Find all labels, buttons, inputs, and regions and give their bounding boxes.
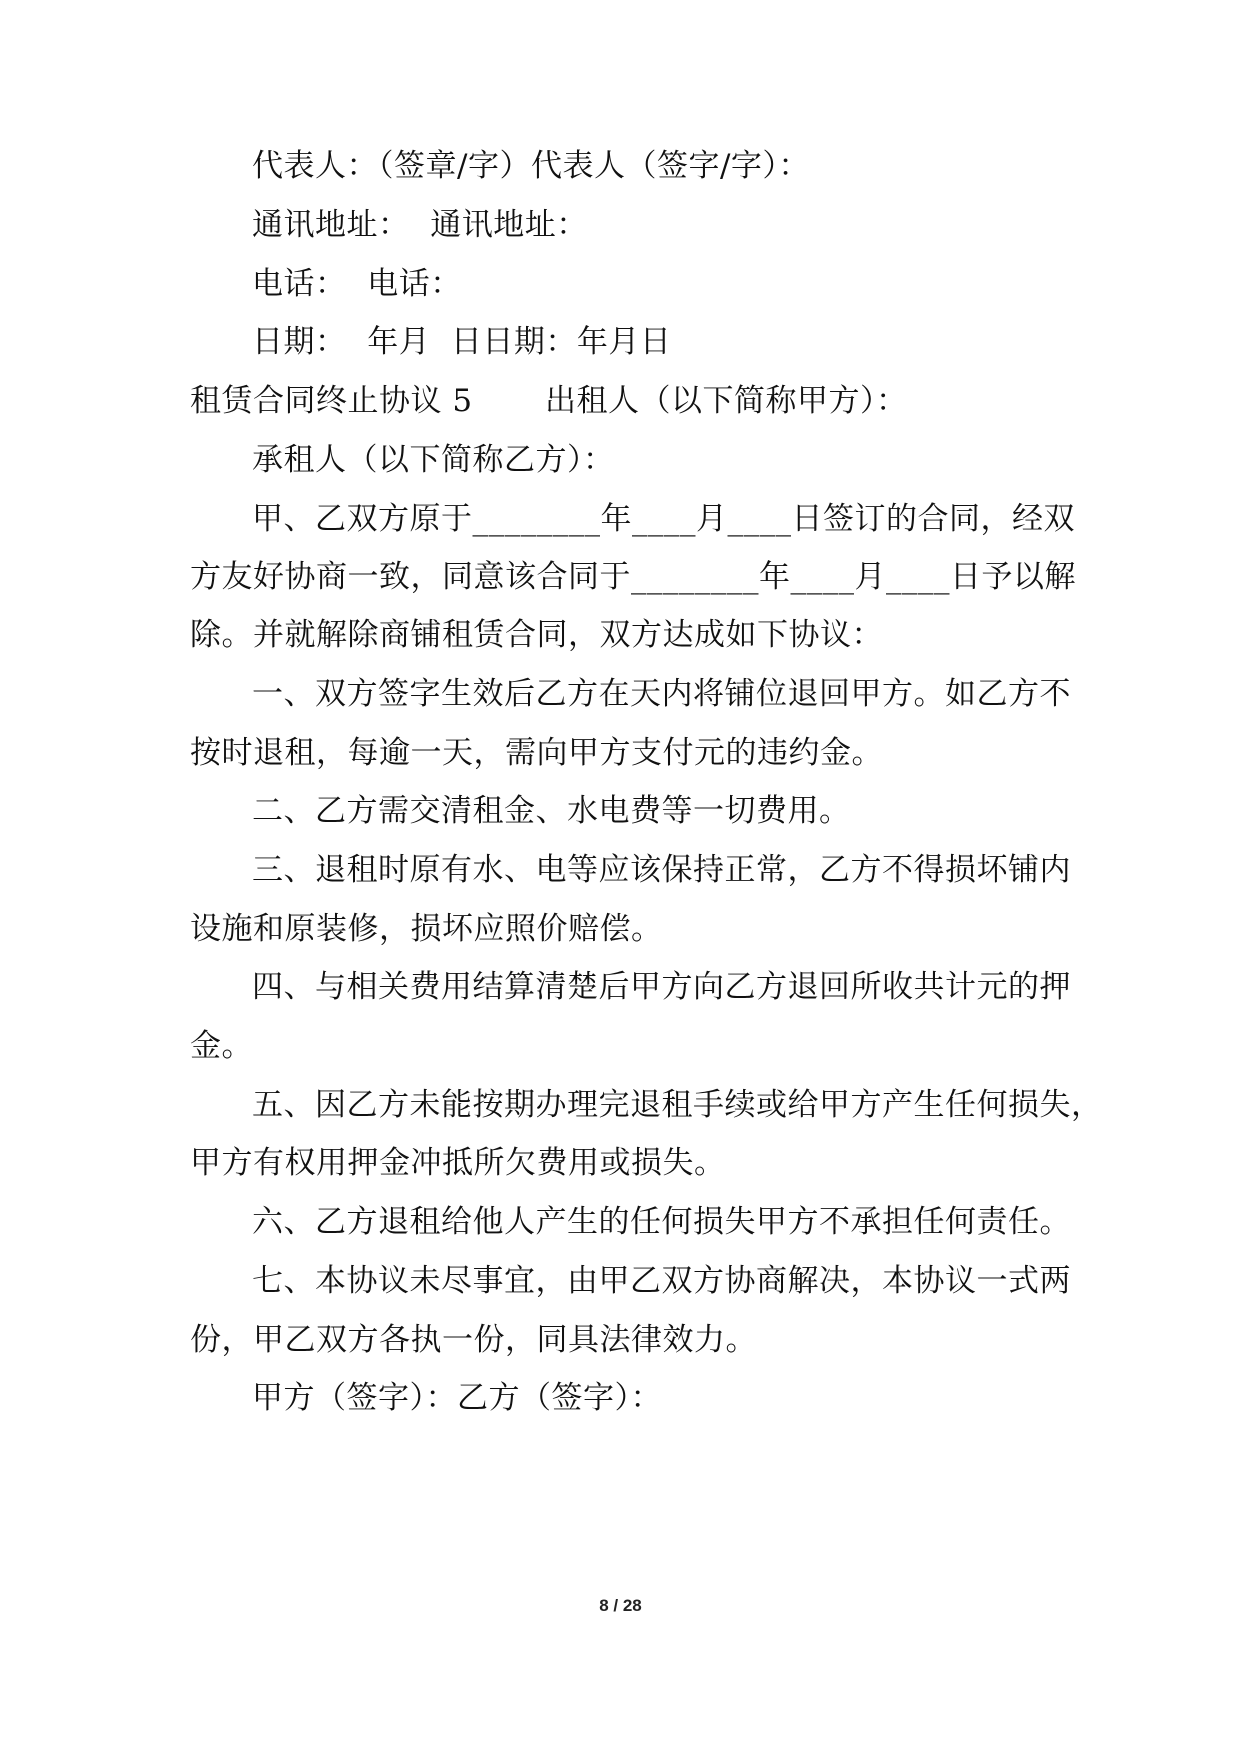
clause-1-line-1: 一、双方签字生效后乙方在天内将铺位退回甲方。如乙方不 (252, 676, 1071, 712)
phone-line: 电话： 电话： (252, 266, 462, 302)
clause-5-line-2: 甲方有权用押金冲抵所欠费用或损失。 (190, 1145, 726, 1181)
clause-7-line-2: 份，甲乙双方各执一份，同具法律效力。 (190, 1322, 757, 1358)
clause-3-line-1: 三、退租时原有水、电等应该保持正常，乙方不得损坏铺内 (252, 852, 1071, 888)
address-line: 通讯地址： 通讯地址： (252, 207, 588, 243)
clause-4-line-2: 金。 (190, 1028, 253, 1064)
paragraph-intro-line-1: 甲、乙双方原于________年____月____日签订的合同，经双 (252, 501, 1075, 537)
date-line: 日期： 年月 日日期：年月日 (252, 324, 672, 360)
agreement-title-line: 租赁合同终止协议 5 出租人（以下简称甲方）： (190, 383, 908, 419)
clause-5-line-1: 五、因乙方未能按期办理完退租手续或给甲方产生任何损失， (252, 1087, 1103, 1123)
clause-1-line-2: 按时退租，每逾一天，需向甲方支付元的违约金。 (190, 735, 883, 771)
clause-4-line-1: 四、与相关费用结算清楚后甲方向乙方退回所收共计元的押 (252, 969, 1071, 1005)
page-number: 8 / 28 (599, 1596, 642, 1615)
paragraph-intro-line-2: 方友好协商一致，同意该合同于________年____月____日予以解 (190, 559, 1076, 595)
lessee-line: 承租人（以下简称乙方）： (252, 442, 615, 478)
signature-line: 甲方（签字）：乙方（签字）： (252, 1380, 662, 1416)
representative-line: 代表人：（签章/字）代表人（签字/字）： (252, 148, 810, 184)
clause-2-line-1: 二、乙方需交清租金、水电费等一切费用。 (252, 793, 851, 829)
clause-3-line-2: 设施和原装修，损坏应照价赔偿。 (190, 911, 663, 947)
clause-6-line-1: 六、乙方退租给他人产生的任何损失甲方不承担任何责任。 (252, 1204, 1071, 1240)
paragraph-intro-line-3: 除。并就解除商铺租赁合同，双方达成如下协议： (190, 617, 883, 653)
clause-7-line-1: 七、本协议未尽事宜，由甲乙双方协商解决，本协议一式两 (252, 1263, 1071, 1299)
